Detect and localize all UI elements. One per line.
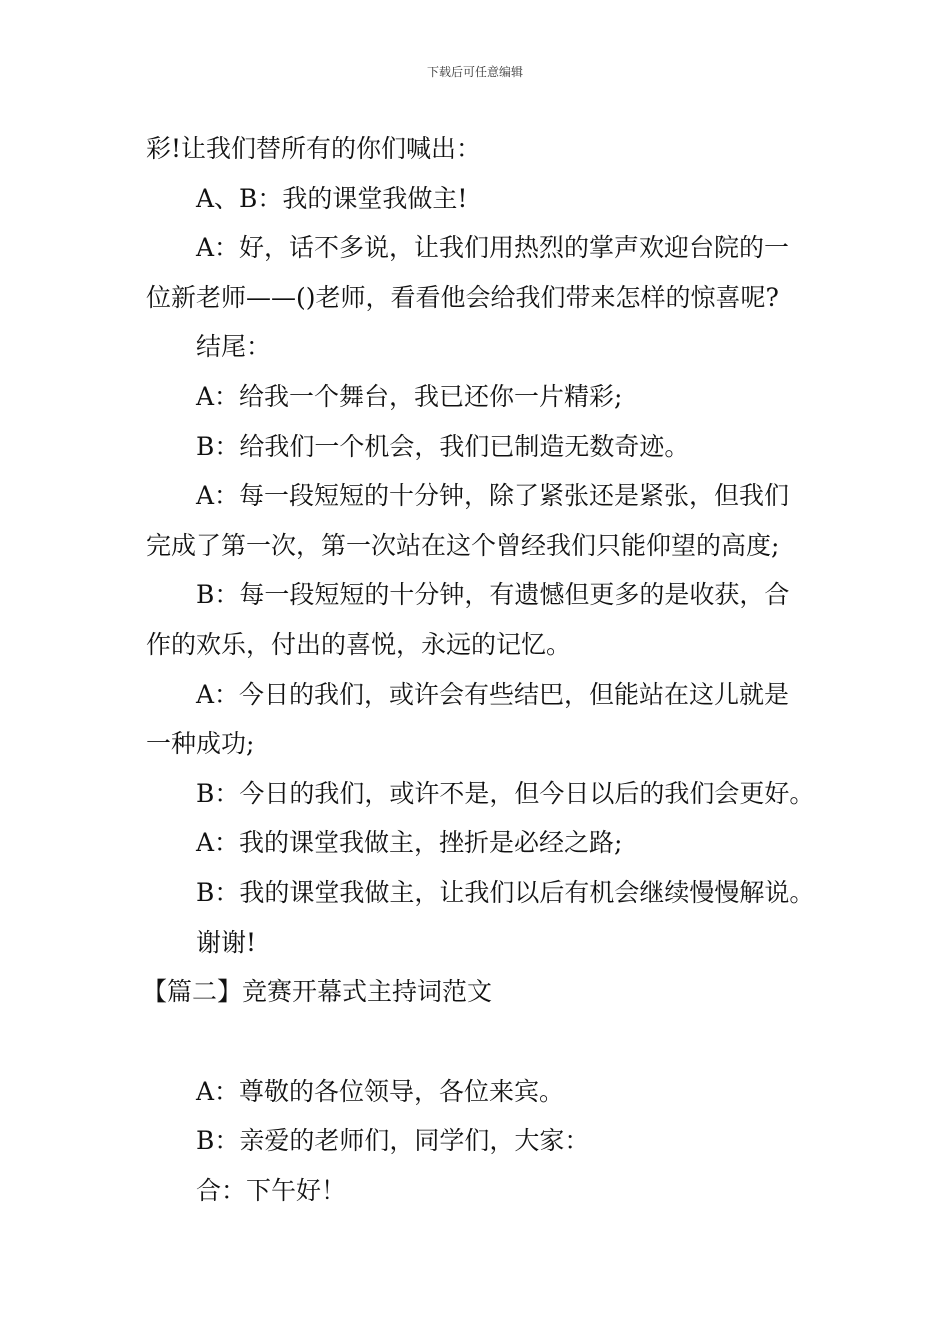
text-line: B：每一段短短的十分钟，有遗憾但更多的是收获，合	[196, 580, 790, 610]
text-line: 合：下午好！	[196, 1175, 347, 1205]
text-line: B：亲爱的老师们，同学们，大家：	[196, 1126, 590, 1156]
text-line: A：给我一个舞台，我已还你一片精彩;	[196, 381, 623, 411]
text-line: B：我的课堂我做主，让我们以后有机会继续慢慢解说。	[196, 877, 815, 907]
page-header: 下载后可任意编辑	[426, 65, 523, 79]
text-line: B：今日的我们，或许不是，但今日以后的我们会更好。	[196, 778, 815, 808]
text-line: 一种成功;	[146, 729, 255, 759]
text-line: 彩!让我们替所有的你们喊出：	[146, 134, 482, 163]
text-line: A：我的课堂我做主，挫折是必经之路;	[196, 828, 623, 858]
text-line: 完成了第一次，第一次站在这个曾经我们只能仰望的高度;	[146, 530, 780, 560]
document-body	[142, 124, 815, 1215]
text-line: A：好，话不多说，让我们用热烈的掌声欢迎台院的一	[196, 233, 790, 263]
text-line: A：每一段短短的十分钟，除了紧张还是紧张，但我们	[196, 481, 790, 511]
section-heading: 【篇二】竞赛开幕式主持词范文	[142, 977, 493, 1007]
text-line: A：今日的我们，或许会有些结巴，但能站在这儿就是	[196, 679, 790, 709]
text-line: 谢谢!	[196, 927, 257, 957]
text-line: 结尾：	[196, 332, 272, 362]
text-line: 位新老师——()老师，看看他会给我们带来怎样的惊喜呢?	[146, 282, 779, 312]
text-line: B：给我们一个机会，我们已制造无数奇迹。	[196, 431, 690, 461]
blank-line	[146, 1017, 811, 1067]
text-line: 作的欢乐，付出的喜悦，永远的记忆。	[146, 629, 572, 659]
text-line: A、B：我的课堂我做主!	[196, 183, 468, 213]
text-line: A：尊敬的各位领导，各位来宾。	[196, 1076, 565, 1106]
